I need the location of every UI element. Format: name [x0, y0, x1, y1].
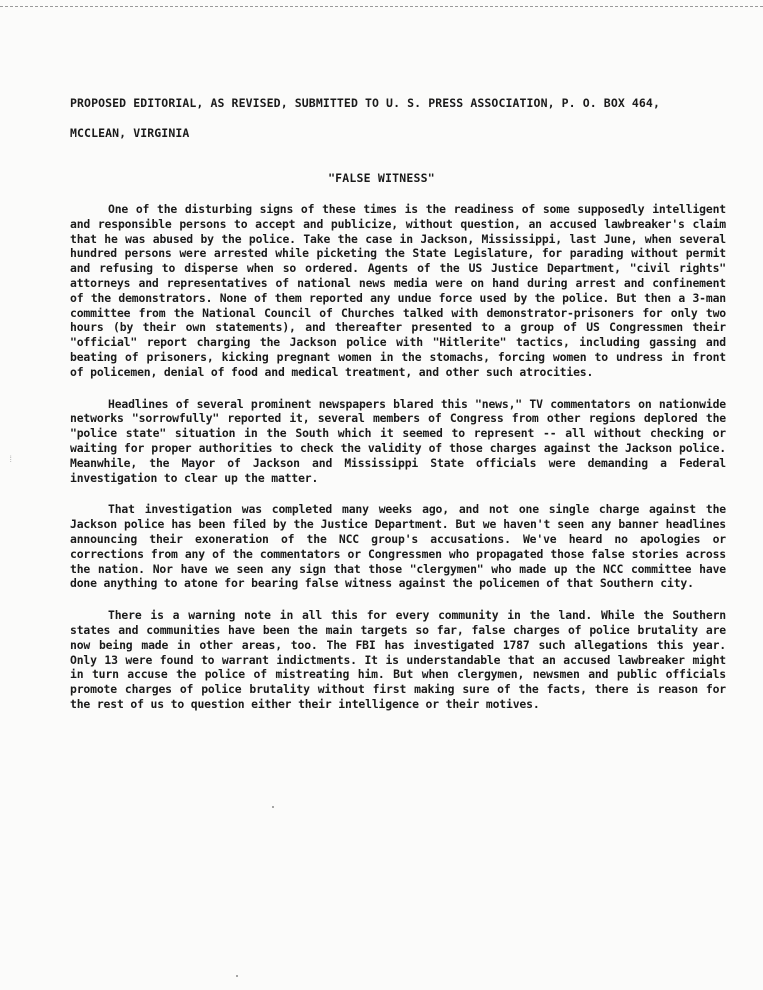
page-top-edge	[0, 0, 763, 7]
paper-speck	[236, 975, 238, 977]
paper-speck	[272, 806, 274, 808]
paragraph-3: That investigation was completed many weeks ago, and not one single charge against the Jackson police has been filed by the Justice Department. But we haven't seen any banner headlines announcing their exoneration of the NCC group's accusations. We've heard no apologies or corrections from any of the commentators or Congressmen who propagated those false stories across the nation. Nor have we seen any sign that those "clergymen" who made up the NCC committee have done anything to atone for bearing false witness against the policemen of that Southern city.	[70, 502, 726, 591]
paragraph-2: Headlines of several prominent newspapers blared this "news," TV commentators on nationwide networks "sorrowfully" reported it, several members of Congress from other regions deplored the "police state" situation in the South which it seemed to represent -- all without checking or waiting for proper authorities to check the validity of those charges against the Jackson police. Meanwhile, the Mayor of Jackson and Mississippi State officials were demanding a Federal investigation to clear up the matter.	[70, 396, 726, 485]
margin-speck: ⁞	[8, 455, 14, 465]
paragraph-1: One of the disturbing signs of these times is the readiness of some supposedly intelligent and responsible persons to accept and publicize, without question, an accused lawbreaker's claim that he was abused by the police. Take the case in Jackson, Mississippi, last June, when several hundred persons were arrested while picketing the State Legislature, for parading without permit and refusing to disperse when so ordered. Agents of the US Justice Department, "civil rights" attorneys and representatives of national news media were on hand during arrest and confinement of the demonstrators. None of them reported any undue force used by the police. But then a 3-man committee from the National Council of Churches talked with demonstrator-prisoners for only two hours (by their own statements), and thereafter presented to a group of US Congressmen their "official" report charging the Jackson police with "Hitlerite" tactics, including gassing and beating of prisoners, kicking pregnant women in the stomachs, forcing women to undress in front of policemen, denial of food and medical treatment, and other such atrocities.	[70, 202, 726, 379]
editorial-title: "FALSE WITNESS"	[328, 171, 435, 185]
header-line-1: PROPOSED EDITORIAL, AS REVISED, SUBMITTED TO U. S. PRESS ASSOCIATION, P. O. BOX 464,	[70, 96, 660, 110]
paragraph-4: There is a warning note in all this for every community in the land. While the Southern states and communities have been the main targets so far, false charges of police brutality are now being made in other areas, too. The FBI has investigated 1787 such allegations this year. Only 13 were found to warrant indictments. It is understandable that an accused lawbreaker might in turn accuse the police of mistreating him. But when clergymen, newsmen and public officials promote charges of police brutality without first making sure of the facts, there is reason for the rest of us to question either their intelligence or their motives.	[70, 608, 726, 711]
editorial-body	[70, 202, 726, 729]
header-line-2: MCCLEAN, VIRGINIA	[70, 126, 190, 140]
